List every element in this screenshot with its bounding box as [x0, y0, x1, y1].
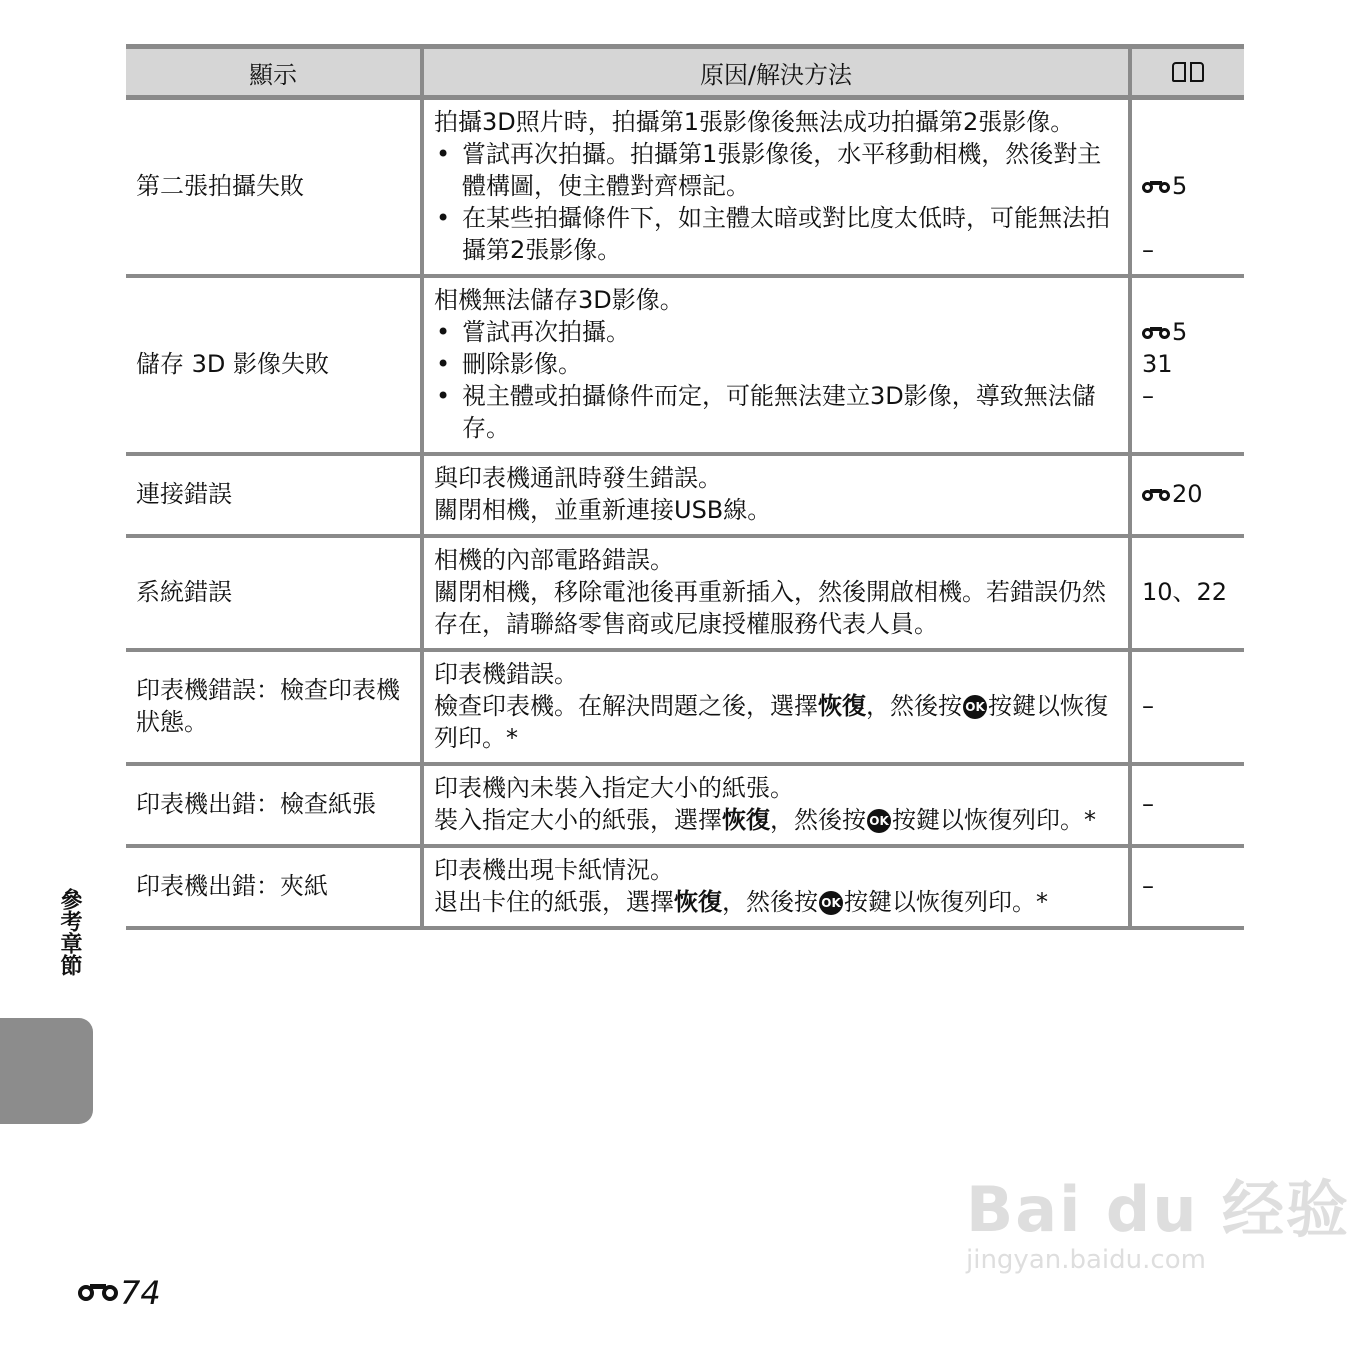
- table-row: [126, 764, 1244, 846]
- cause-line: 關閉相機，並重新連接USB線。: [434, 496, 772, 524]
- table-row: [126, 650, 1244, 764]
- ok-button-icon: OK: [819, 891, 843, 915]
- table-row: [126, 454, 1244, 536]
- row-reference[interactable]: 10、22: [1130, 536, 1244, 650]
- cause-line: 關閉相機，移除電池後再重新插入，然後開啟相機。若錯誤仍然存在，請聯絡零售商或尼康授權服務代表人員。: [434, 578, 1106, 638]
- table-row: [126, 846, 1244, 928]
- section-tab[interactable]: [0, 1018, 93, 1124]
- resume-option: 恢復: [818, 692, 866, 720]
- row-reference: [1130, 98, 1244, 277]
- watermark-logo: [966, 1160, 1350, 1275]
- cause-line: 檢查印表機。在解決問題之後，選擇恢復，然後按 OK 按鍵以恢復列印。*: [434, 692, 1108, 752]
- row-cause: [422, 454, 1130, 536]
- row-display: 儲存 3D 影像失敗: [126, 276, 422, 454]
- table-row: [126, 276, 1244, 454]
- reference-value: –: [1142, 382, 1154, 410]
- resume-option: 恢復: [722, 806, 770, 834]
- row-cause: [422, 276, 1130, 454]
- watermark-main: Bai du 经验: [966, 1173, 1351, 1246]
- row-cause: [422, 764, 1130, 846]
- reference-link[interactable]: 5: [1142, 316, 1234, 348]
- page-number: 74: [78, 1274, 161, 1312]
- section-side-label: 參考章節: [57, 888, 82, 976]
- row-display: 連接錯誤: [126, 454, 422, 536]
- header-reference: [1130, 47, 1244, 98]
- cause-line: 與印表機通訊時發生錯誤。: [434, 464, 722, 492]
- row-reference: –: [1130, 650, 1244, 764]
- row-reference: [1130, 276, 1244, 454]
- row-reference: –: [1130, 764, 1244, 846]
- row-cause: [422, 846, 1130, 928]
- cause-bullet: • 嘗試再次拍攝。: [434, 316, 1118, 348]
- watermark-url: jingyan.baidu.com: [966, 1245, 1206, 1275]
- cause-bullet: • 嘗試再次拍攝。拍攝第1張影像後，水平移動相機，然後對主體構圖，使主體對齊標記。: [434, 138, 1118, 202]
- resume-option: 恢復: [674, 888, 722, 916]
- row-display: 系統錯誤: [126, 536, 422, 650]
- row-reference: –: [1130, 846, 1244, 928]
- reference-value: –: [1142, 236, 1154, 264]
- header-cause-solution: 原因/解決方法: [422, 47, 1130, 98]
- reference-link[interactable]: 5: [1142, 170, 1234, 202]
- cause-line: 印表機錯誤。: [434, 660, 578, 688]
- cause-intro: 拍攝3D照片時，拍攝第1張影像後無法成功拍攝第2張影像。: [434, 108, 1075, 136]
- reference-link[interactable]: 31: [1142, 350, 1173, 378]
- ok-button-icon: OK: [963, 695, 987, 719]
- cause-line: 印表機內未裝入指定大小的紙張。: [434, 774, 794, 802]
- header-display: 顯示: [126, 47, 422, 98]
- table-header-row: [126, 47, 1244, 98]
- table-row: [126, 98, 1244, 277]
- cause-line: 退出卡住的紙張，選擇恢復，然後按 OK 按鍵以恢復列印。*: [434, 888, 1048, 916]
- cause-intro: 相機無法儲存3D影像。: [434, 286, 684, 314]
- error-message-table: [126, 44, 1244, 930]
- reference-link[interactable]: 20: [1142, 478, 1234, 510]
- row-display: 印表機錯誤：檢查印表機狀態。: [126, 650, 422, 764]
- cause-bullet: • 刪除影像。: [434, 348, 1118, 380]
- row-display: 印表機出錯：檢查紙張: [126, 764, 422, 846]
- row-cause: [422, 536, 1130, 650]
- row-cause: [422, 98, 1130, 277]
- binoculars-icon: [1142, 487, 1170, 503]
- row-cause: [422, 650, 1130, 764]
- row-display: 印表機出錯：夾紙: [126, 846, 422, 928]
- cause-line: 相機的內部電路錯誤。: [434, 546, 674, 574]
- cause-bullet: • 視主體或拍攝條件而定，可能無法建立3D影像，導致無法儲存。: [434, 380, 1118, 444]
- row-display: 第二張拍攝失敗: [126, 98, 422, 277]
- table-row: [126, 536, 1244, 650]
- book-icon: [1172, 62, 1204, 84]
- binoculars-icon: [1142, 179, 1170, 195]
- ok-button-icon: OK: [867, 809, 891, 833]
- binoculars-icon: [1142, 325, 1170, 341]
- row-reference: [1130, 454, 1244, 536]
- binoculars-icon: [78, 1282, 118, 1304]
- cause-line: 裝入指定大小的紙張，選擇恢復，然後按 OK 按鍵以恢復列印。*: [434, 806, 1096, 834]
- cause-bullet: • 在某些拍攝條件下，如主體太暗或對比度太低時，可能無法拍攝第2張影像。: [434, 202, 1118, 266]
- cause-line: 印表機出現卡紙情況。: [434, 856, 674, 884]
